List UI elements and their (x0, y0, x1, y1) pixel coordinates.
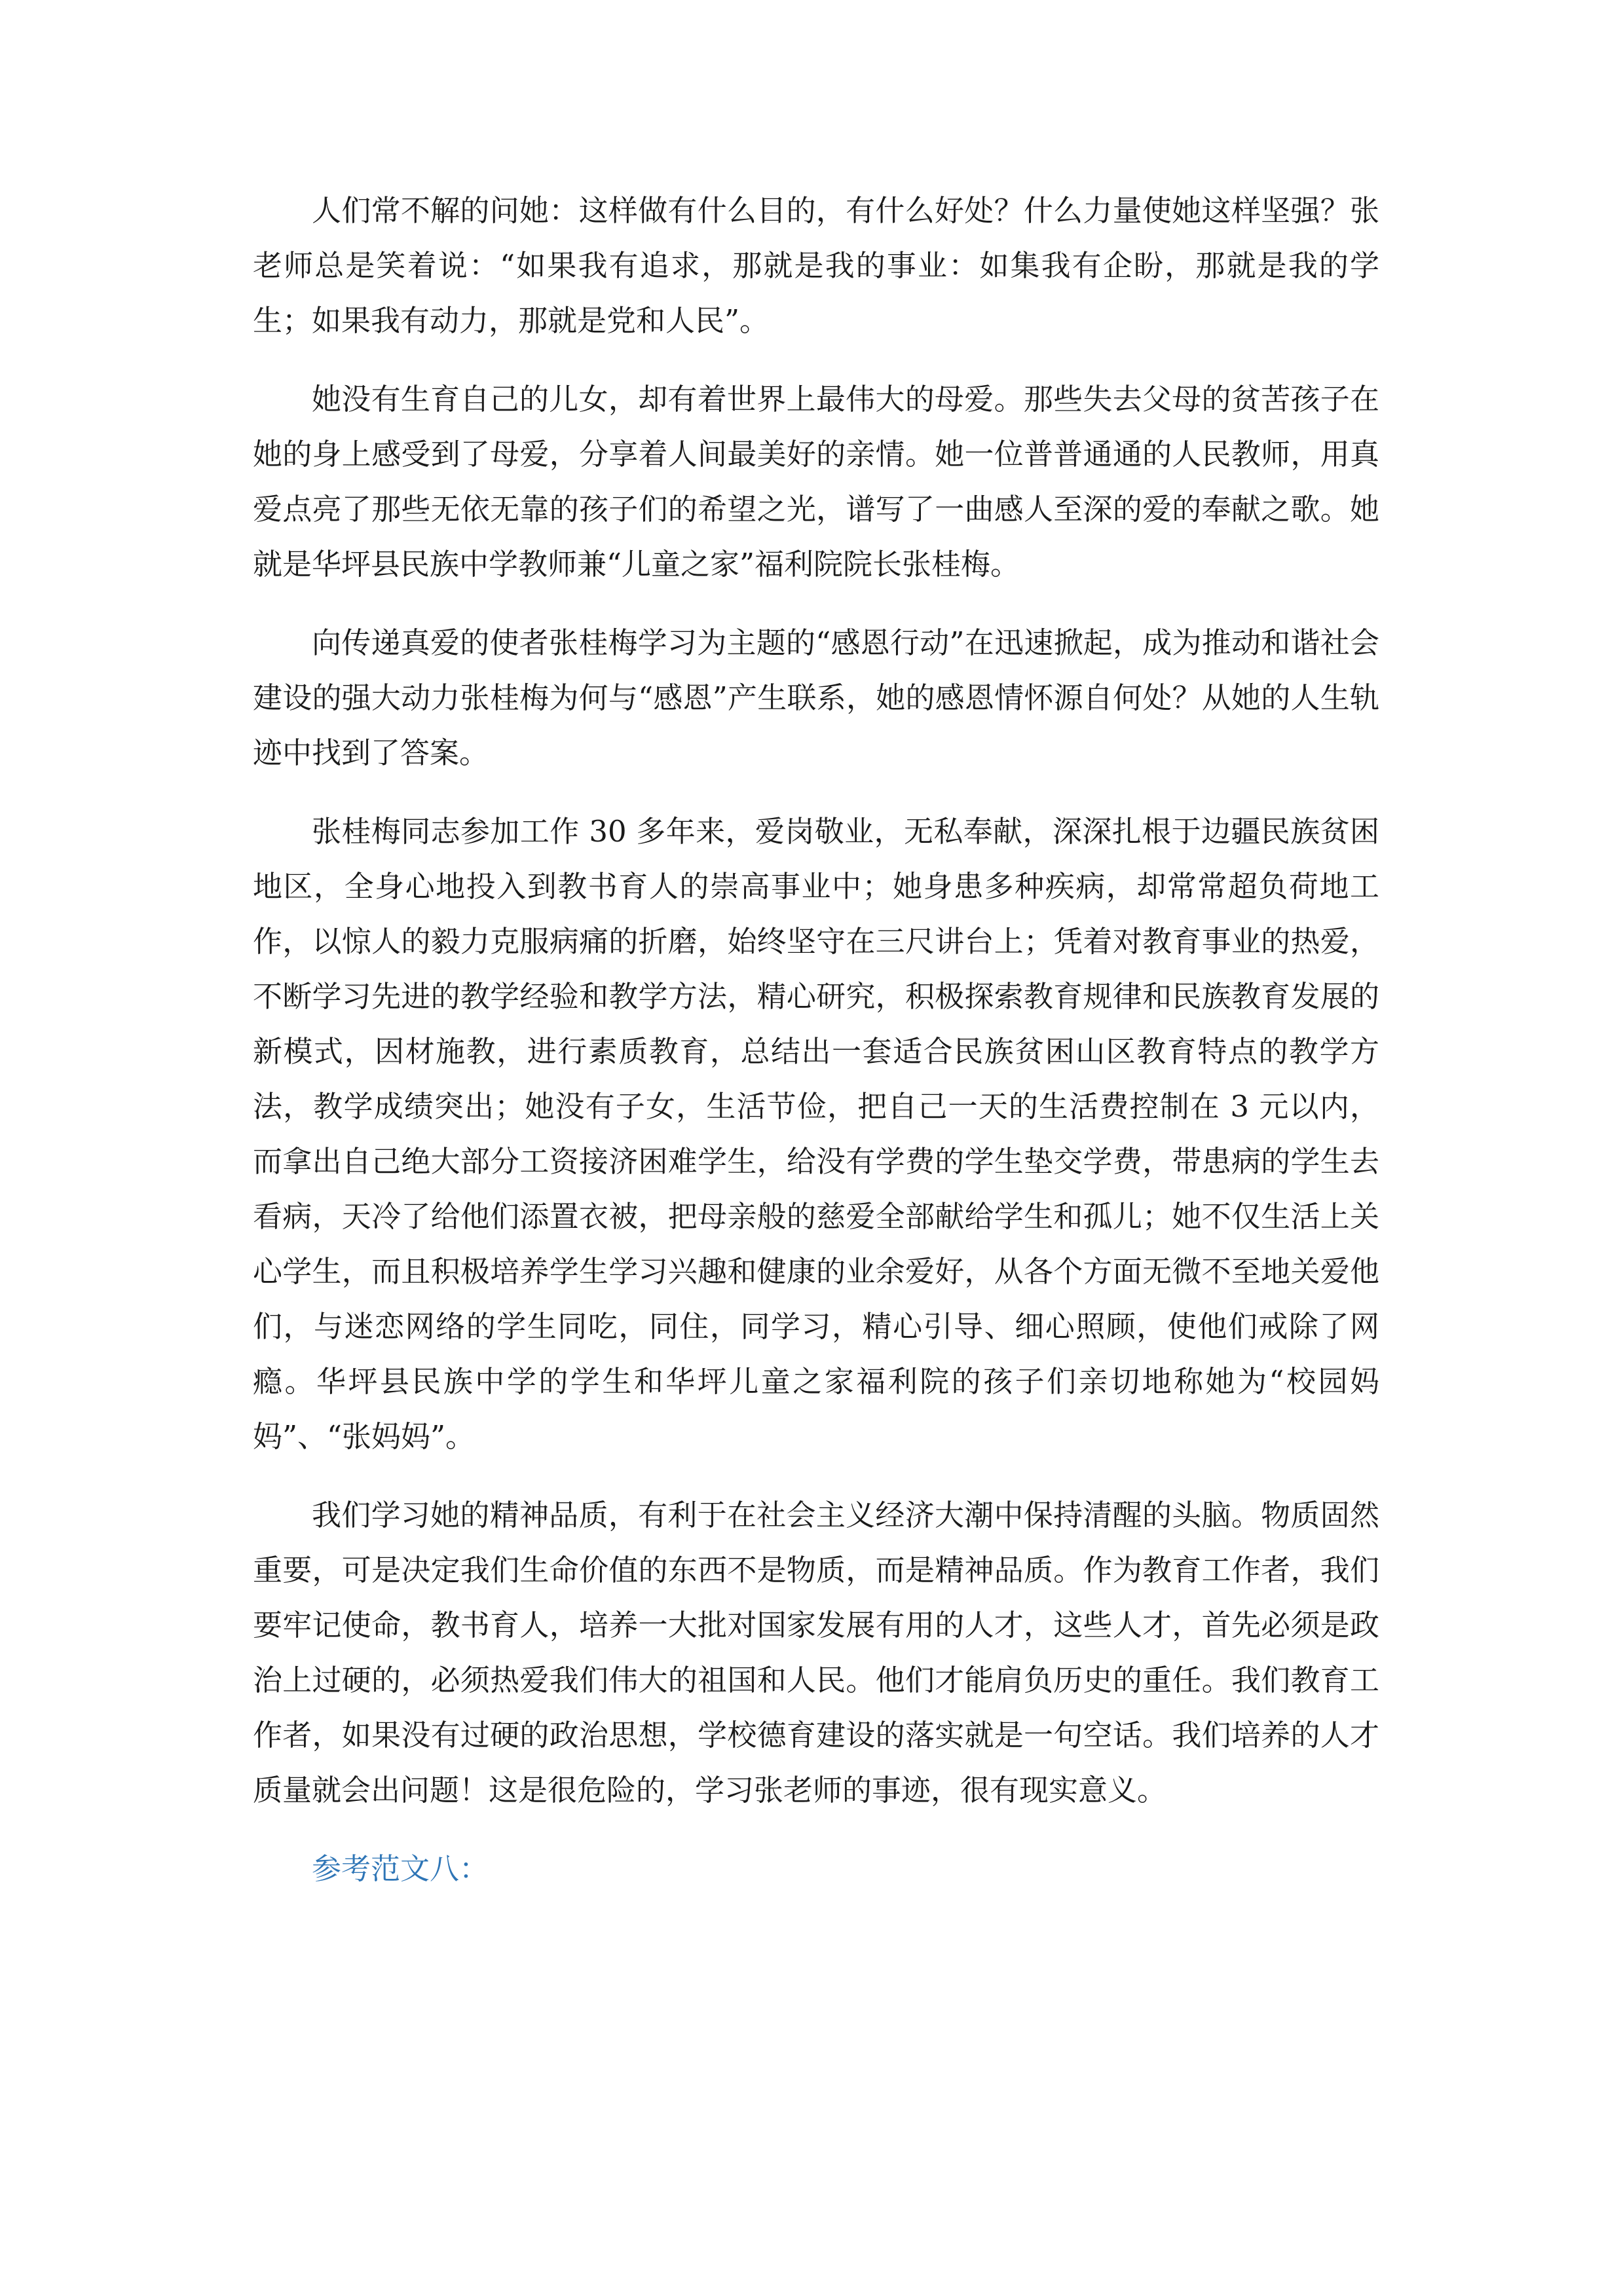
paragraph-3: 向传递真爱的使者张桂梅学习为主题的“感恩行动”在迅速掀起，成为推动和谐社会建设的强大动力张桂梅为何与“感恩”产生联系，她的感恩情怀源自何处？从她的人生轨迹中找到了答案。 (253, 625, 1379, 770)
paragraph-1: 人们常不解的问她：这样做有什么目的，有什么好处？什么力量使她这样坚强？张老师总是笑着说：“如果我有追求，那就是我的事业：如集我有企盼，那就是我的学生；如果我有动力，那就是党和人民”。 (253, 193, 1379, 338)
section-heading: 参考范文八： (312, 1851, 489, 1886)
document-body (253, 183, 1379, 1897)
paragraph-2: 她没有生育自己的儿女，却有着世界上最伟大的母爱。那些失去父母的贫苦孩子在她的身上感受到了母爱，分享着人间最美好的亲情。她一位普普通通的人民教师，用真爱点亮了那些无依无靠的孩子们的希望之光，谱写了一曲感人至深的爱的奉献之歌。她就是华坪县民族中学教师兼“儿童之家”福利院院长张桂梅。 (253, 382, 1379, 582)
paragraph-5: 我们学习她的精神品质，有利于在社会主义经济大潮中保持清醒的头脑。物质固然重要，可是决定我们生命价值的东西不是物质，而是精神品质。作为教育工作者，我们要牢记使命，教书育人，培养一大批对国家发展有用的人才，这些人才，首先必须是政治上过硬的，必须热爱我们伟大的祖国和人民。他们才能肩负历史的重任。我们教育工作者，如果没有过硬的政治思想，学校德育建设的落实就是一句空话。我们培养的人才质量就会出问题！这是很危险的，学习张老师的事迹，很有现实意义。 (253, 1498, 1379, 1807)
paragraph-4: 张桂梅同志参加工作 30 多年来，爱岗敬业，无私奉献，深深扎根于边疆民族贫困地区，全身心地投入到教书育人的崇高事业中；她身患多种疾病，却常常超负荷地工作，以惊人的毅力克服病痛的折磨，始终坚守在三尺讲台上；凭着对教育事业的热爱，不断学习先进的教学经验和教学方法，精心研究，积极探索教育规律和民族教育发展的新模式，因材施教，进行素质教育，总结出一套适合民族贫困山区教育特点的教学方法，教学成绩突出；她没有子女，生活节俭，把自己一天的生活费控制在 3 元以内，而拿出自己绝大部分工资接济困难学生，给没有学费的学生垫交学费，带患病的学生去看病，天冷了给他们添置衣被，把母亲般的慈爱全部献给学生和孤儿；她不仅生活上关心学生，而且积极培养学生学习兴趣和健康的业余爱好，从各个方面无微不至地关爱他们，与迷恋网络的学生同吃，同住，同学习，精心引导、细心照顾，使他们戒除了网瘾。华坪县民族中学的学生和华坪儿童之家福利院的孩子们亲切地称她为“校园妈妈”、“张妈妈”。 (253, 814, 1379, 1454)
